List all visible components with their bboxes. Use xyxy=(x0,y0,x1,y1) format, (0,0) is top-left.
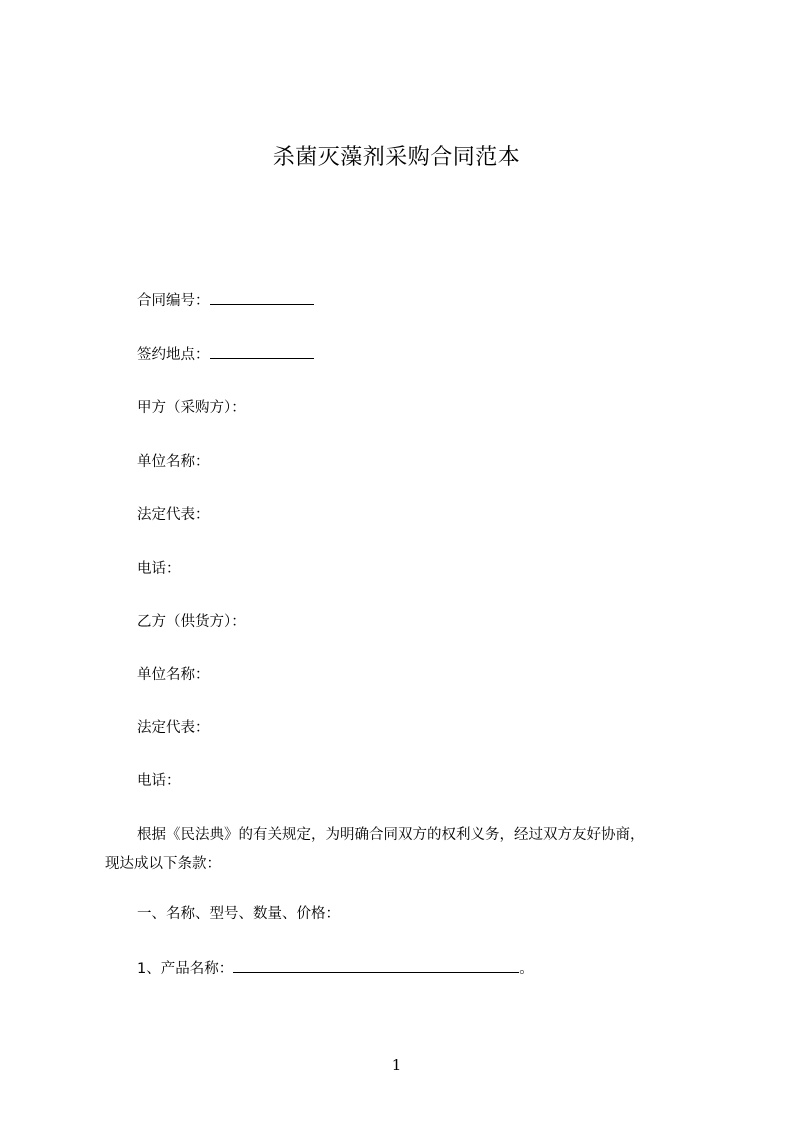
party-b-rep-label: 法定代表： xyxy=(137,720,210,736)
party-a-header: 甲方（采购方）： xyxy=(137,400,246,416)
sign-place-blank[interactable] xyxy=(210,344,314,359)
preamble-line-1: 根据《民法典》的有关规定，为明确合同双方的权利义务，经过双方友好协商， xyxy=(137,827,645,843)
product-name-blank[interactable] xyxy=(233,958,519,973)
party-a-unit-label: 单位名称： xyxy=(137,454,210,470)
document-title: 杀菌灭藻剂采购合同范本 xyxy=(272,145,521,170)
contract-number-label: 合同编号： xyxy=(137,293,210,309)
contract-number-line xyxy=(137,290,314,311)
product-name-label: 1、产品名称： xyxy=(137,961,234,977)
party-b-phone-label: 电话： xyxy=(137,773,181,789)
party-b-unit-label: 单位名称： xyxy=(137,667,210,683)
party-b-header: 乙方（供货方）： xyxy=(137,614,246,630)
preamble-paragraph xyxy=(105,825,700,874)
sign-place-label: 签约地点： xyxy=(137,347,210,363)
party-a-rep-label: 法定代表： xyxy=(137,507,210,523)
preamble-line-2: 现达成以下条款： xyxy=(105,856,221,872)
product-name-end: 。 xyxy=(519,961,534,977)
contract-number-blank[interactable] xyxy=(210,290,314,305)
party-a-phone-label: 电话： xyxy=(137,561,181,577)
sign-place-line xyxy=(137,344,314,365)
section-1-heading: 一、名称、型号、数量、价格： xyxy=(137,906,340,922)
product-name-line xyxy=(137,958,534,979)
page-number: 1 xyxy=(391,1056,402,1074)
